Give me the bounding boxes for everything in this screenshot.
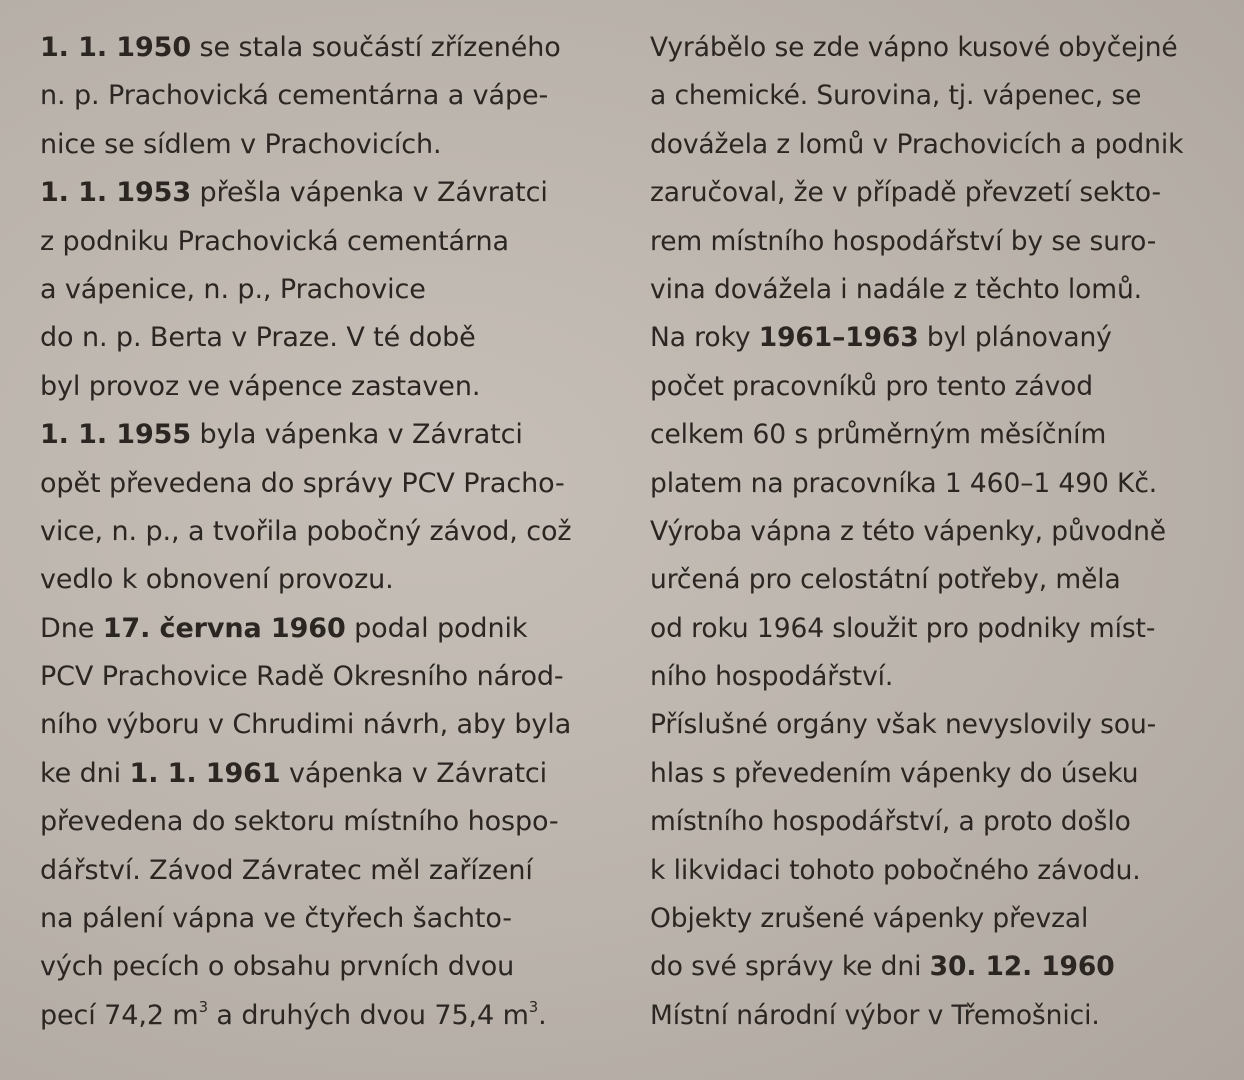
superscript: 3 — [198, 997, 208, 1016]
text-line — [40, 72, 620, 120]
text-line — [650, 895, 1220, 943]
text-segment: opět převedena do správy PCV Pracho- — [40, 467, 565, 499]
text-line — [40, 653, 620, 701]
text-line — [40, 943, 620, 991]
text-line — [650, 605, 1220, 653]
bold-date: 1. 1. 1953 — [40, 177, 192, 209]
text-segment: Vyrábělo se zde vápno kusové obyčejné — [650, 32, 1178, 63]
text-segment: dářství. Závod Závratec měl zařízení — [40, 854, 533, 886]
text-line — [650, 653, 1220, 701]
text-line — [40, 701, 620, 749]
text-segment: a vápenice, n. p., Prachovice — [40, 273, 426, 305]
bold-date: 30. 12. 1960 — [929, 951, 1115, 983]
text-line — [40, 992, 620, 1040]
text-line — [40, 750, 620, 798]
text-line — [40, 556, 620, 604]
text-line — [650, 169, 1220, 217]
text-line — [650, 943, 1220, 991]
text-segment: ního výboru v Chrudimi návrh, aby byla — [40, 709, 572, 741]
text-segment: pecí 74,2 m — [40, 999, 199, 1031]
text-segment: počet pracovníků pro tento závod — [650, 370, 1094, 402]
text-segment: do své správy ke dni — [650, 951, 930, 983]
text-segment: Dne — [40, 612, 103, 644]
right-text-column — [650, 24, 1220, 1040]
text-line — [40, 363, 620, 411]
text-segment: Na roky — [650, 322, 759, 354]
text-line — [40, 121, 620, 169]
text-line — [40, 895, 620, 943]
bold-date: 1. 1. 1955 — [40, 419, 192, 451]
text-line — [650, 750, 1220, 798]
text-segment: celkem 60 s průměrným měsíčním — [650, 419, 1107, 451]
text-line — [40, 847, 620, 895]
text-line — [40, 218, 620, 266]
text-segment: rem místního hospodářství by se suro- — [650, 225, 1157, 257]
text-segment: Objekty zrušené vápenky převzal — [650, 903, 1089, 935]
superscript: 3 — [528, 997, 539, 1016]
text-segment: vápenka v Závratci — [280, 757, 548, 789]
text-segment: k likvidaci tohoto pobočného závodu. — [650, 854, 1141, 886]
bold-date: 17. června 1960 — [102, 612, 346, 644]
text-line — [40, 460, 620, 508]
text-segment: hlas s převedením vápenky do úseku — [650, 757, 1139, 789]
text-segment: určená pro celostátní potřeby, měla — [650, 564, 1121, 596]
text-line — [650, 24, 1220, 72]
text-segment: a druhých dvou 75,4 m — [207, 999, 529, 1031]
text-segment: nice se sídlem v Prachovicích. — [40, 128, 442, 160]
text-segment: Místní národní výbor v Třemošnici. — [650, 999, 1100, 1031]
bold-date: 1961–1963 — [758, 322, 919, 354]
text-segment: vých pecích o obsahu prvních dvou — [40, 951, 515, 983]
text-line — [40, 411, 620, 459]
text-line — [650, 314, 1220, 362]
text-segment: platem na pracovníka 1 460–1 490 Kč. — [650, 467, 1158, 499]
text-segment: vice, n. p., a tvořila pobočný závod, což — [40, 515, 572, 547]
text-segment: byl plánovaný — [918, 322, 1112, 354]
text-line — [650, 701, 1220, 749]
text-line — [650, 72, 1220, 120]
text-line — [650, 508, 1220, 556]
text-segment: ke dni — [40, 757, 130, 789]
text-segment: a chemické. Surovina, tj. vápenec, se — [650, 80, 1142, 112]
bold-date: 1. 1. 1961 — [129, 757, 281, 789]
text-segment: dovážela z lomů v Prachovicích a podnik — [650, 128, 1184, 160]
text-segment: PCV Prachovice Radě Okresního národ- — [40, 661, 564, 693]
text-segment: n. p. Prachovická cementárna a vápe- — [40, 80, 549, 112]
text-line — [40, 798, 620, 846]
text-segment: od roku 1964 sloužit pro podniky míst- — [650, 612, 1156, 644]
text-line — [650, 798, 1220, 846]
text-segment: ního hospodářství. — [650, 661, 894, 693]
text-segment: zaručoval, že v případě převzetí sekto- — [650, 177, 1161, 209]
text-segment: byl provoz ve vápence zastaven. — [40, 370, 481, 402]
text-segment: z podniku Prachovická cementárna — [40, 225, 509, 257]
text-segment: vedlo k obnovení provozu. — [40, 564, 394, 596]
text-line — [40, 169, 620, 217]
text-segment: podal podnik — [345, 612, 528, 644]
text-line — [40, 266, 620, 314]
text-line — [40, 314, 620, 362]
text-line — [650, 266, 1220, 314]
text-segment: převedena do sektoru místního hospo- — [40, 806, 559, 838]
text-segment: vina dovážela i nadále z těchto lomů. — [650, 273, 1142, 305]
text-line — [40, 508, 620, 556]
left-text-column — [40, 24, 620, 1040]
text-line — [40, 605, 620, 653]
text-segment: Příslušné orgány však nevyslovily sou- — [650, 709, 1157, 741]
text-line — [650, 847, 1220, 895]
text-segment: do n. p. Berta v Praze. V té době — [40, 322, 476, 354]
text-line — [650, 992, 1220, 1040]
text-line — [650, 556, 1220, 604]
bold-date: 1. 1. 1950 — [40, 32, 192, 63]
text-segment: na pálení vápna ve čtyřech šachto- — [40, 903, 512, 935]
text-line — [650, 411, 1220, 459]
text-line — [650, 121, 1220, 169]
text-segment: byla vápenka v Závratci — [191, 419, 523, 451]
text-line — [650, 363, 1220, 411]
text-segment: se stala součástí zřízeného — [191, 32, 561, 63]
text-line — [650, 218, 1220, 266]
text-segment: Výroba vápna z této vápenky, původně — [650, 515, 1166, 547]
text-segment: místního hospodářství, a proto došlo — [650, 806, 1131, 838]
text-segment: . — [538, 999, 547, 1031]
text-segment: přešla vápenka v Závratci — [191, 177, 548, 209]
text-line — [40, 24, 620, 72]
text-line — [650, 460, 1220, 508]
